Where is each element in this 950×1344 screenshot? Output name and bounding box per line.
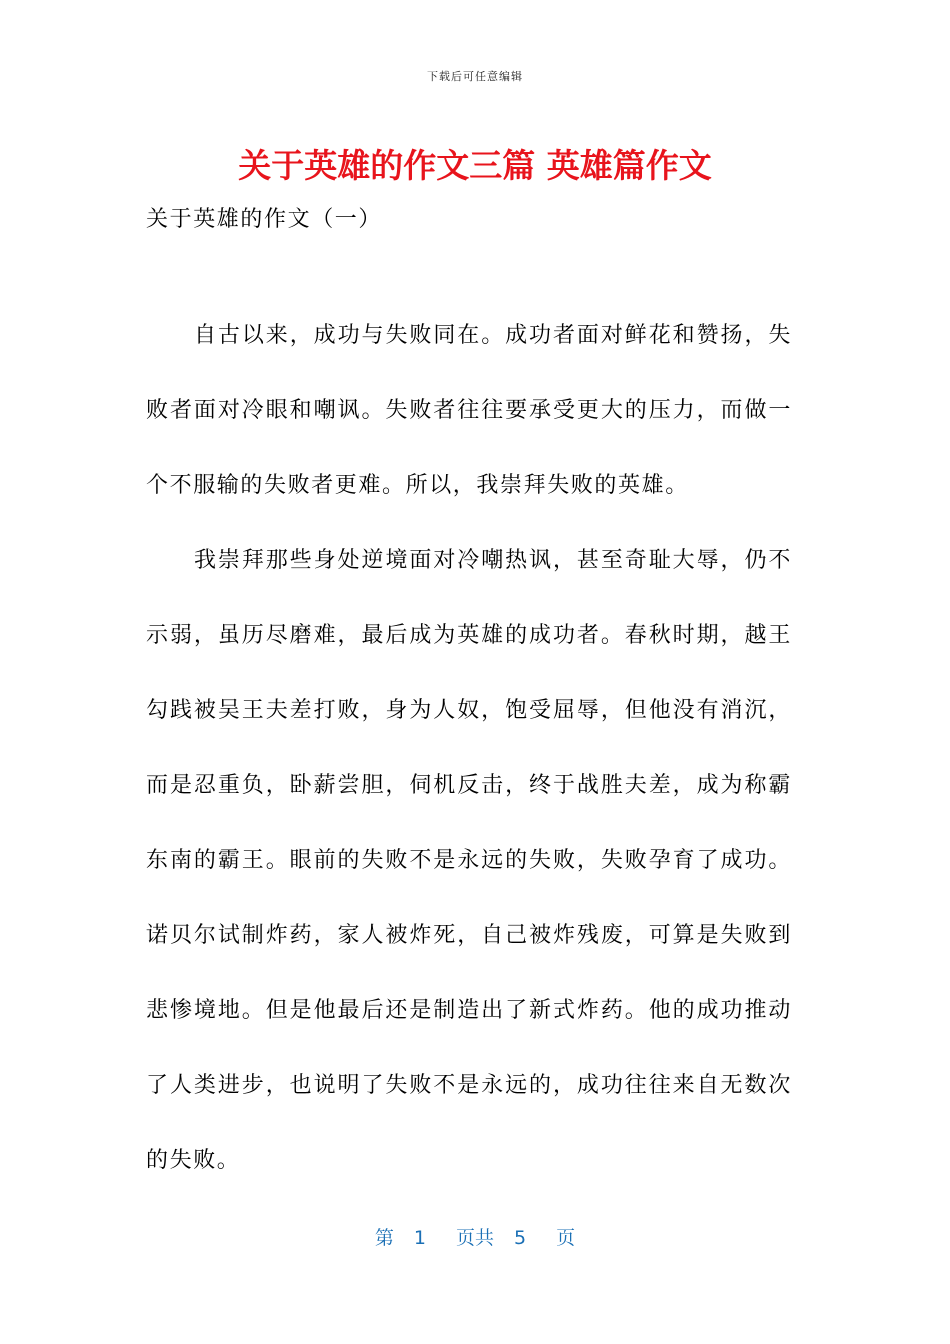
header-note: 下载后可任意编辑 bbox=[427, 70, 523, 83]
paragraph-2: 我崇拜那些身处逆境面对冷嘲热讽，甚至奇耻大辱，仍不示弱，虽历尽磨难，最后成为英雄的成功者。春秋时期，越王勾践被吴王夫差打败，身为人奴，饱受屈辱，但他没有消沉，而是忍重负，卧薪尝胆，伺机反击，终于战胜夫差，成为称霸东南的霸王。眼前的失败不是永远的失败，失败孕育了成功。诺贝尔试制炸药，家人被炸死，自己被炸残废，可算是失败到悲惨境地。但是他最后还是制造出了新式炸药。他的成功推动了人类进步，也说明了失败不是永远的，成功往往来自无数次的失败。 bbox=[146, 548, 792, 1173]
footer-page-prefix: 第 bbox=[374, 1227, 394, 1249]
document-body bbox=[146, 196, 792, 1198]
paragraph-1: 自古以来，成功与失败同在。成功者面对鲜花和赞扬，失败者面对冷眼和嘲讽。失败者往往要承受更大的压力，而做一个不服输的失败者更难。所以，我崇拜失败的英雄。 bbox=[146, 323, 792, 498]
document-title: 关于英雄的作文三篇 英雄篇作文 bbox=[238, 146, 712, 185]
footer-page-number: 1 bbox=[413, 1227, 426, 1249]
footer-total-pages: 5 bbox=[514, 1227, 527, 1249]
footer-page-suffix: 页 bbox=[556, 1227, 576, 1249]
footer-page-mid: 页共 bbox=[455, 1227, 494, 1249]
section-subtitle: 关于英雄的作文（一） bbox=[146, 207, 383, 232]
page-footer bbox=[0, 1223, 950, 1250]
